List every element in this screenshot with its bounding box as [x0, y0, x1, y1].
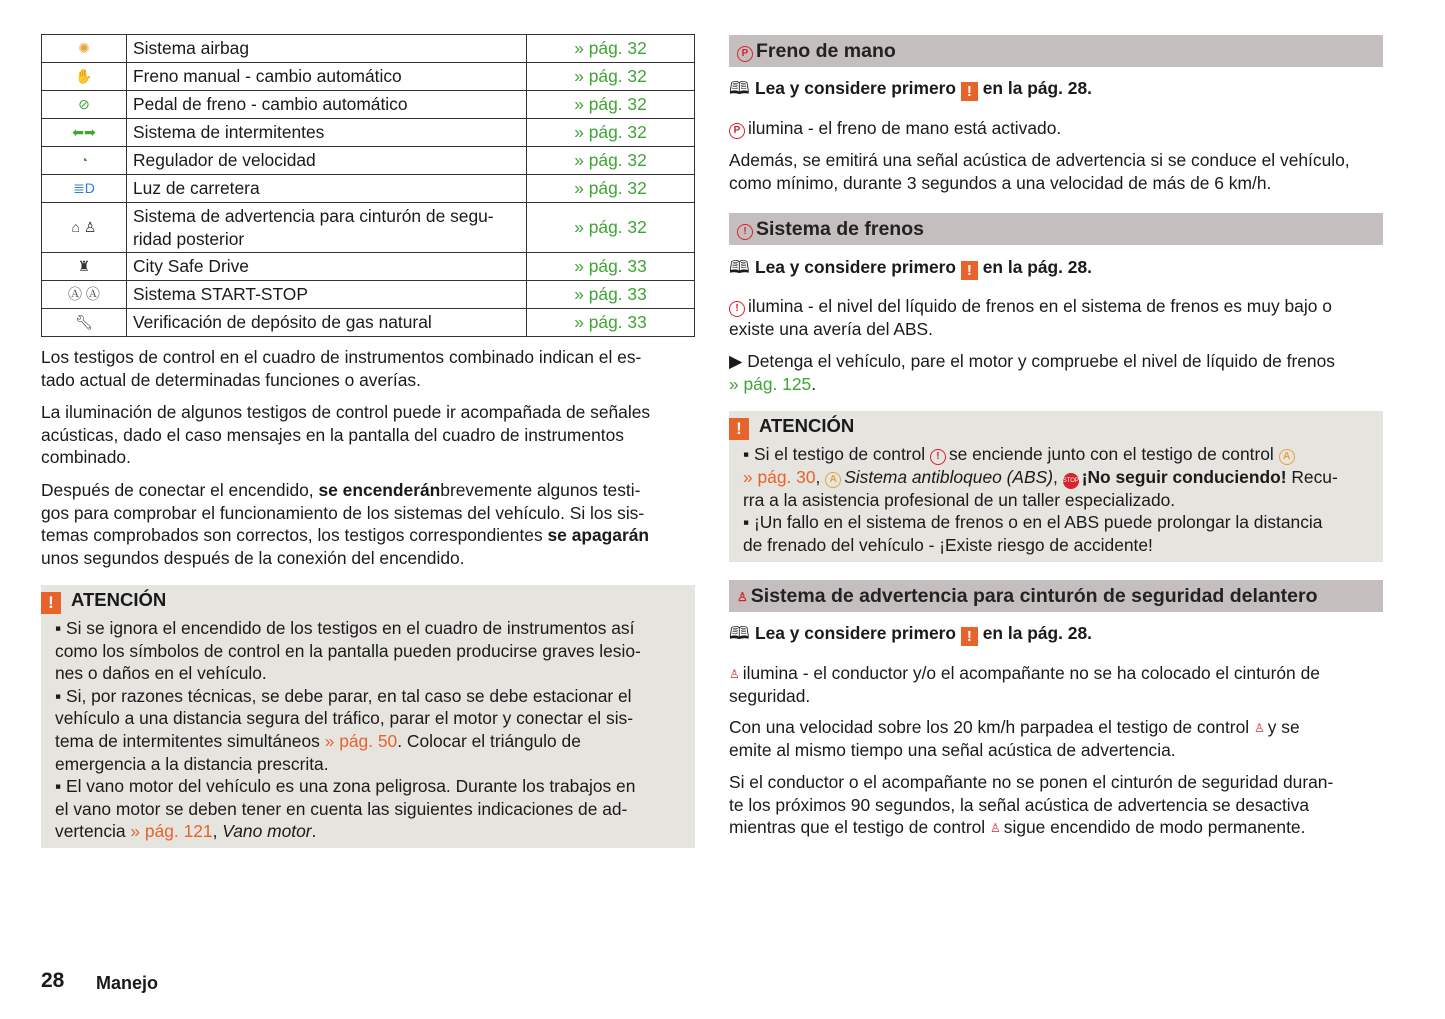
text: Los testigos de control en el cuadro de instrumentos combinado indican el es- tado actual de determinadas funciones o averías.: [41, 347, 642, 390]
text: ilumina - el conductor y/o el acompañante no se ha colocado el cinturón de seguridad.: [729, 663, 1320, 706]
table-row: [42, 119, 695, 147]
high-beam-icon: ≣D: [73, 180, 95, 197]
warning-box: [41, 585, 695, 848]
stop-icon: STOP: [1063, 473, 1079, 489]
icon-cell: [42, 253, 127, 281]
text: Con una velocidad sobre los 20 km/h parpadea el testigo de control: [729, 717, 1254, 737]
read-first-note: [729, 256, 1092, 280]
text: ,: [212, 821, 223, 842]
table-row: [42, 253, 695, 281]
icon-cell: [42, 147, 127, 175]
text: ,: [815, 466, 826, 487]
page-reference-link[interactable]: » pág. 32: [527, 147, 695, 175]
brake-system-icon: !: [930, 449, 946, 465]
ignition-paragraph: [41, 479, 701, 569]
brake-system-light-text: [729, 295, 1389, 340]
function-label: Sistema de intermitentes: [127, 119, 527, 147]
page-reference-link[interactable]: » pág. 32: [527, 175, 695, 203]
function-label: Sistema airbag: [127, 35, 527, 63]
read-first-text: Lea y considere primero: [755, 623, 957, 643]
turn-signals-icon: ⬅➡: [72, 124, 96, 141]
section-title: Sistema de frenos: [756, 218, 924, 240]
brake-system-icon: !: [729, 301, 745, 317]
manual-brake-auto-gearbox-icon: ✋: [75, 68, 93, 85]
icon-cell: [42, 175, 127, 203]
text: .: [811, 373, 817, 394]
seatbelt-icon: ♙: [729, 667, 740, 681]
text: Recu- rra a la asistencia profesional de un taller especializado. ▪ ¡Un fallo en el sistema de frenos o en el ABS puede prolongar la distancia de frenado del vehículo - ¡Existe riesgo de accidente!: [743, 466, 1338, 555]
brake-warning-box: [729, 411, 1383, 562]
italic-text: Vano motor: [222, 821, 312, 842]
brake-system-icon: !: [737, 224, 753, 240]
abs-icon: A: [825, 472, 841, 488]
warning-icon: !: [961, 627, 978, 646]
text: La iluminación de algunos testigos de control puede ir acompañada de señales acústicas, dado el caso mensajes en la pantalla del cuadro de instrumentos combinado.: [41, 402, 651, 468]
icon-cell: [42, 63, 127, 91]
section-title: Sistema de advertencia para cinturón de seguridad delantero: [750, 585, 1318, 607]
acoustic-paragraph: [41, 401, 701, 469]
page-reference-link[interactable]: » pág. 33: [527, 253, 695, 281]
warning-text: [743, 443, 1369, 556]
book-icon: 🕮︎: [729, 257, 750, 277]
table-row: [42, 203, 695, 253]
page-reference-link[interactable]: » pág. 32: [527, 203, 695, 253]
text: . Colocar el triángulo de emergencia a la distancia prescrita. ▪ El vano motor del vehículo es una zona peligrosa. Durante los trabajos en el vano motor se deben tener en cuenta las siguientes indicaciones de ad- vertencia: [55, 730, 636, 842]
table-row: [42, 63, 695, 91]
warning-icon: !: [41, 592, 61, 614]
rear-seatbelt-icon: ⌂ ♙: [71, 219, 97, 236]
text: .: [311, 821, 317, 842]
read-first-note: [729, 622, 1092, 646]
text: ,: [1053, 466, 1063, 487]
parking-brake-icon: P: [729, 123, 745, 139]
airbag-icon: ✺: [78, 40, 90, 57]
function-label: Freno manual - cambio automático: [127, 63, 527, 91]
text: y se emite al mismo tiempo una señal acústica de advertencia.: [729, 717, 1300, 760]
function-label: Regulador de velocidad: [127, 147, 527, 175]
parking-brake-light-text: [729, 117, 1389, 140]
function-label: Sistema START-STOP: [127, 281, 527, 309]
text: se enciende junto con el testigo de control: [948, 444, 1279, 464]
function-label: Pedal de freno - cambio automático: [127, 91, 527, 119]
text: brevemente algunos testi- gos para comprobar el funcionamiento de los sistemas del vehículo. Si los sis- temas comprobados son correctos, los testigos correspondientes: [41, 480, 645, 546]
page-reference-link[interactable]: » pág. 121: [130, 821, 213, 842]
section-header-parking-brake: [729, 35, 1383, 67]
read-first-note: [729, 77, 1092, 101]
cruise-control-icon: ◔: [79, 152, 89, 169]
parking-brake-icon: P: [737, 46, 753, 62]
section-header-front-seatbelt: [729, 580, 1383, 612]
read-first-text: Lea y considere primero: [755, 78, 957, 98]
text: Además, se emitirá una señal acústica de advertencia si se conduce el vehículo, como mínimo, durante 3 segundos a una velocidad de más de 6 km/h.: [729, 150, 1350, 193]
page-reference-link[interactable]: » pág. 32: [527, 91, 695, 119]
seatbelt-speed-text: [729, 716, 1389, 761]
icon-cell: [42, 91, 127, 119]
parking-brake-acoustic-text: [729, 149, 1389, 194]
warning-title: ATENCIÓN: [71, 589, 167, 610]
page-reference-link[interactable]: » pág. 33: [527, 309, 695, 337]
read-first-page[interactable]: en la pág. 28.: [982, 78, 1092, 98]
text: ilumina - el nivel del líquido de frenos en el sistema de frenos es muy bajo o existe una avería del ABS.: [729, 296, 1332, 339]
read-first-text: Lea y considere primero: [755, 257, 957, 277]
icon-cell: [42, 119, 127, 147]
table-row: [42, 281, 695, 309]
read-first-page[interactable]: en la pág. 28.: [982, 257, 1092, 277]
function-label: Luz de carretera: [127, 175, 527, 203]
section-title: Freno de mano: [756, 40, 896, 62]
function-label: Verificación de depósito de gas natural: [127, 309, 527, 337]
icon-cell: [42, 35, 127, 63]
warning-icon: !: [961, 82, 978, 101]
warning-heading: [729, 415, 1369, 440]
seatbelt-light-text: [729, 662, 1389, 707]
table-row: [42, 309, 695, 337]
bold-text: ¡No seguir conduciendo!: [1081, 466, 1287, 487]
text: Si el conductor o el acompañante no se ponen el cinturón de seguridad duran- te los próximos 90 segundos, la señal acústica de advertencia se desactiva mientras que el testigo de control: [729, 772, 1334, 838]
page-number: 28: [41, 969, 65, 992]
warning-lights-table: [41, 34, 695, 337]
read-first-page[interactable]: en la pág. 28.: [982, 623, 1092, 643]
warning-icon: !: [961, 261, 978, 280]
brake-pedal-icon: ⊘: [78, 96, 90, 113]
page-reference-link[interactable]: » pág. 50: [324, 730, 398, 751]
page-reference-link[interactable]: » pág. 32: [527, 35, 695, 63]
table-row: [42, 147, 695, 175]
seatbelt-icon: ♙: [1253, 721, 1265, 735]
intro-paragraph: [41, 346, 701, 391]
text: unos segundos después de la conexión del encendido.: [41, 547, 465, 568]
wrench-icon: 🔧︎: [75, 314, 93, 331]
text: Después de conectar el encendido,: [41, 480, 319, 500]
city-safe-drive-icon: ♜: [77, 258, 91, 275]
book-icon: 🕮︎: [729, 623, 750, 643]
bold-text: se apagarán: [547, 525, 650, 546]
italic-text: Sistema antibloqueo (ABS): [844, 466, 1054, 487]
function-label: City Safe Drive: [127, 253, 527, 281]
icon-cell: [42, 281, 127, 309]
page-reference-link[interactable]: » pág. 32: [527, 119, 695, 147]
icon-cell: [42, 309, 127, 337]
warning-icon: !: [729, 418, 749, 440]
table-row: [42, 91, 695, 119]
brake-system-instruction: [729, 350, 1389, 395]
abs-icon: A: [1279, 449, 1295, 465]
function-label: Sistema de advertencia para cinturón de segu- ridad posterior: [127, 203, 527, 253]
start-stop-icon: Ⓐ Ⓐ: [68, 286, 100, 303]
text: ilumina - el freno de mano está activado.: [748, 118, 1062, 138]
icon-cell: [42, 203, 127, 253]
text: ▶ Detenga el vehículo, pare el motor y compruebe el nivel de líquido de frenos: [729, 351, 1335, 371]
page-reference-link[interactable]: » pág. 32: [527, 63, 695, 91]
book-icon: 🕮︎: [729, 78, 750, 98]
warning-title: ATENCIÓN: [759, 415, 855, 436]
warning-text: [55, 617, 681, 843]
seatbelt-icon: ♙: [990, 821, 1001, 836]
text: ▪ Si se ignora el encendido de los testigos en el cuadro de instrumentos así como los símbolos de control en la pantalla pueden producirse graves lesio- nes o daños en el vehículo. ▪ Si, por razones técnicas, se debe parar, en tal caso se debe estacionar el vehículo a una distancia segura del tráfico, parar el motor y conectar el sis- tema de intermitentes simultáneos: [55, 618, 641, 751]
chapter-title: Manejo: [96, 973, 159, 993]
page-reference-link[interactable]: » pág. 30: [743, 466, 816, 487]
page-reference-link[interactable]: » pág. 125: [729, 373, 812, 394]
table-row: [42, 35, 695, 63]
page-reference-link[interactable]: » pág. 33: [527, 281, 695, 309]
seatbelt-icon: ♙: [737, 590, 748, 604]
warning-heading: [41, 589, 681, 614]
text: sigue encendido de modo permanente.: [1003, 817, 1306, 838]
seatbelt-timeout-text: [729, 771, 1389, 839]
text: ▪ Si el testigo de control: [743, 444, 930, 464]
section-header-brake-system: [729, 213, 1383, 245]
table-row: [42, 175, 695, 203]
bold-text: se encenderán: [318, 480, 441, 500]
